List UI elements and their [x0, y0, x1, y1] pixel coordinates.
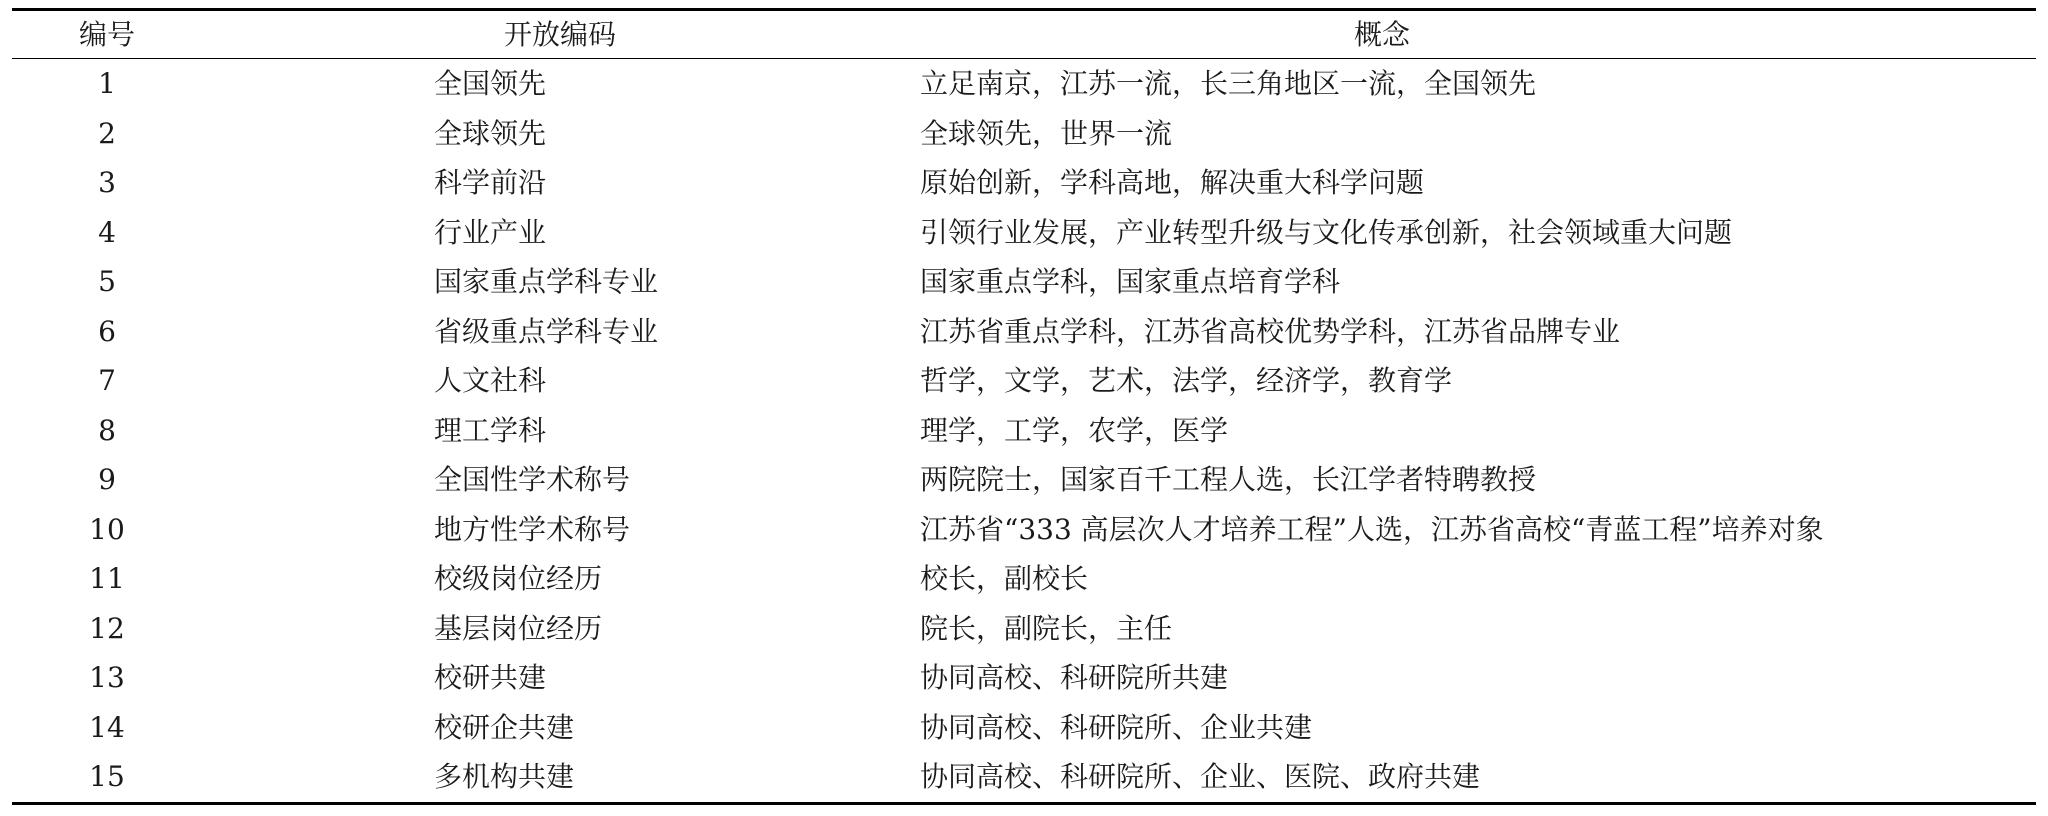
cell-number: 15 — [89, 760, 125, 793]
table-header — [12, 10, 2036, 59]
table-row — [12, 554, 2036, 604]
cell-number: 12 — [89, 611, 125, 645]
cell-number: 4 — [98, 215, 116, 249]
cell-open-code: 行业产业 — [434, 215, 547, 249]
cell-concept: 院长，副院长，主任 — [920, 611, 1173, 645]
table-row — [12, 356, 2036, 406]
table-row — [12, 158, 2036, 208]
cell-open-code: 多机构共建 — [434, 760, 575, 793]
coding-table-container — [12, 8, 2036, 805]
header-row — [12, 10, 2036, 59]
table-row — [12, 406, 2036, 456]
cell-concept: 江苏省“333 高层次人才培养工程”人选，江苏省高校“青蓝工程”培养对象 — [920, 512, 1824, 546]
table-row — [12, 604, 2036, 654]
table-row — [12, 505, 2036, 555]
cell-number: 10 — [89, 512, 125, 546]
table-row — [12, 208, 2036, 258]
header-number: 编号 — [78, 18, 135, 51]
cell-number: 3 — [98, 166, 116, 199]
cell-number: 5 — [98, 265, 116, 298]
table-row — [12, 703, 2036, 753]
cell-open-code: 基层岗位经历 — [434, 611, 603, 645]
cell-number: 9 — [98, 463, 116, 496]
cell-open-code: 全国性学术称号 — [434, 463, 631, 496]
cell-concept: 立足南京，江苏一流，长三角地区一流，全国领先 — [920, 67, 1537, 100]
table-row — [12, 59, 2036, 109]
cell-number: 7 — [98, 364, 116, 397]
cell-open-code: 校级岗位经历 — [434, 562, 603, 595]
cell-number: 6 — [98, 314, 116, 348]
table-row — [12, 307, 2036, 357]
cell-open-code: 校研共建 — [434, 661, 547, 694]
table-row — [12, 455, 2036, 505]
cell-open-code: 国家重点学科专业 — [434, 265, 659, 298]
cell-concept: 原始创新，学科高地，解决重大科学问题 — [920, 166, 1425, 199]
table-row — [12, 653, 2036, 703]
header-concept: 概念 — [1354, 18, 1411, 51]
cell-open-code: 地方性学术称号 — [434, 512, 631, 546]
cell-open-code: 全球领先 — [434, 116, 547, 150]
table-body — [12, 59, 2036, 804]
cell-concept: 校长，副校长 — [920, 562, 1089, 595]
cell-concept: 引领行业发展，产业转型升级与文化传承创新，社会领域重大问题 — [920, 215, 1733, 249]
cell-number: 14 — [89, 710, 125, 744]
cell-concept: 协同高校、科研院所、企业、医院、政府共建 — [920, 760, 1481, 793]
header-open-code: 开放编码 — [504, 18, 617, 51]
cell-concept: 全球领先，世界一流 — [920, 116, 1173, 150]
cell-number: 11 — [89, 562, 125, 595]
cell-number: 13 — [89, 661, 125, 694]
table-row — [12, 257, 2036, 307]
cell-concept: 协同高校、科研院所、企业共建 — [920, 710, 1313, 744]
open-coding-table — [12, 8, 2036, 805]
cell-number: 2 — [98, 116, 116, 150]
cell-open-code: 理工学科 — [434, 413, 547, 447]
table-row — [12, 109, 2036, 159]
cell-concept: 理学，工学，农学，医学 — [920, 413, 1229, 447]
cell-open-code: 人文社科 — [434, 364, 547, 397]
cell-open-code: 科学前沿 — [434, 166, 547, 199]
cell-number: 1 — [98, 67, 116, 100]
table-row — [12, 752, 2036, 803]
cell-number: 8 — [98, 413, 116, 447]
cell-open-code: 省级重点学科专业 — [434, 314, 659, 348]
cell-concept: 两院院士，国家百千工程人选，长江学者特聘教授 — [920, 463, 1537, 496]
cell-open-code: 校研企共建 — [434, 710, 575, 744]
cell-concept: 哲学，文学，艺术，法学，经济学，教育学 — [920, 364, 1453, 397]
cell-concept: 国家重点学科，国家重点培育学科 — [920, 265, 1341, 298]
cell-open-code: 全国领先 — [434, 67, 547, 100]
cell-concept: 江苏省重点学科，江苏省高校优势学科，江苏省品牌专业 — [920, 314, 1621, 348]
cell-concept: 协同高校、科研院所共建 — [920, 661, 1229, 694]
